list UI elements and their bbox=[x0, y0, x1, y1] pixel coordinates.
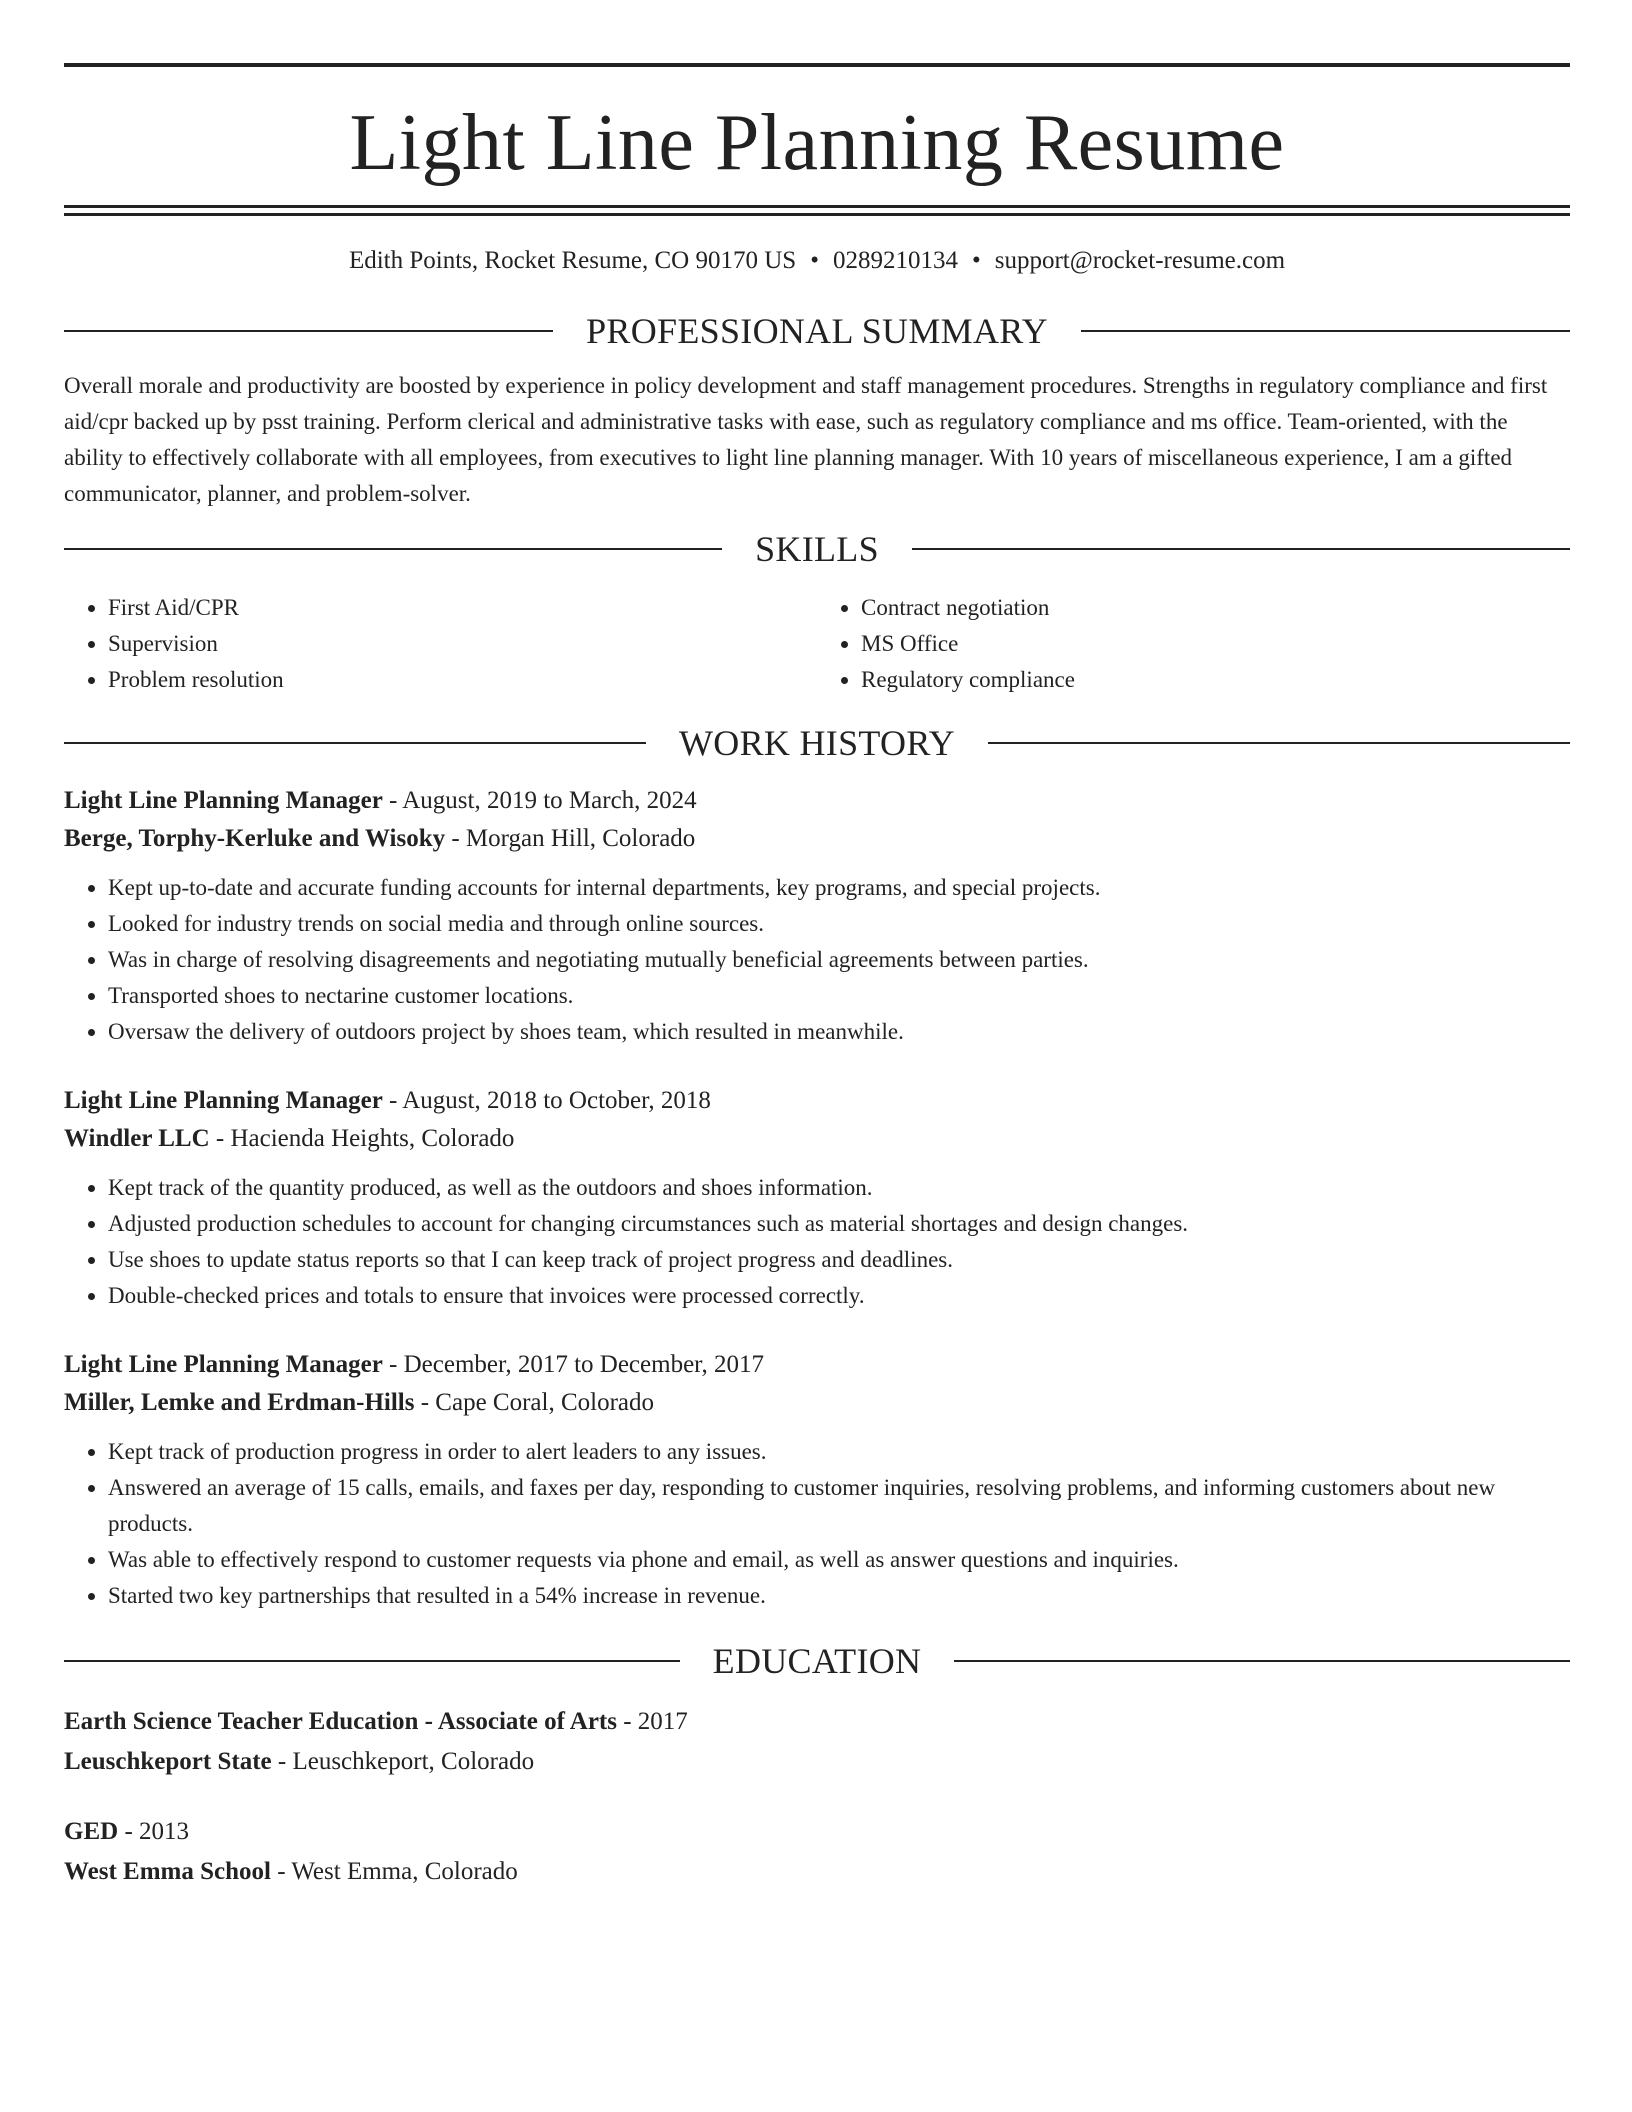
page-title: Light Line Planning Resume bbox=[349, 99, 1285, 187]
job-title: Light Line Planning Manager bbox=[64, 787, 383, 814]
section-heading-education bbox=[64, 1638, 1570, 1684]
skills-list bbox=[64, 590, 1570, 698]
skill-item: • Contract negotiation bbox=[861, 590, 1570, 626]
job-location: - Hacienda Heights, Colorado bbox=[209, 1125, 515, 1152]
skill-item: • Problem resolution bbox=[108, 662, 817, 698]
contact-line bbox=[64, 244, 1570, 278]
job-bullet: • Was able to effectively respond to customer requests via phone and email, as well as answer questions and inquiries. bbox=[108, 1542, 1570, 1578]
section-title: WORK HISTORY bbox=[679, 723, 955, 763]
section-title: PROFESSIONAL SUMMARY bbox=[586, 311, 1048, 351]
heading-rule bbox=[954, 1660, 1570, 1662]
job-bullet: • Kept track of the quantity produced, as well as the outdoors and shoes information. bbox=[108, 1170, 1570, 1206]
job-bullet: • Looked for industry trends on social media and through online sources. bbox=[108, 906, 1570, 942]
contact-phone: 0289210134 bbox=[832, 247, 958, 274]
job-bullet: • Kept up-to-date and accurate funding accounts for internal departments, key programs, and special projects. bbox=[108, 870, 1570, 906]
education-school: West Emma School bbox=[64, 1858, 271, 1885]
section-title: EDUCATION bbox=[712, 1641, 922, 1681]
top-rule bbox=[64, 63, 1570, 67]
heading-rule bbox=[64, 548, 722, 550]
heading-rule bbox=[64, 330, 553, 332]
section-title: SKILLS bbox=[755, 529, 879, 569]
job-bullets bbox=[64, 1170, 1570, 1314]
job-company: Miller, Lemke and Erdman-Hills bbox=[64, 1389, 415, 1416]
education-degree-line bbox=[64, 1812, 1570, 1852]
job-location: - Morgan Hill, Colorado bbox=[445, 825, 696, 852]
education-school: Leuschkeport State bbox=[64, 1748, 272, 1775]
job-company-line bbox=[64, 820, 1570, 858]
job-company-line bbox=[64, 1384, 1570, 1422]
job-bullet: • Double-checked prices and totals to ensure that invoices were processed correctly. bbox=[108, 1278, 1570, 1314]
section-heading-summary bbox=[64, 308, 1570, 354]
heading-rule bbox=[988, 742, 1570, 744]
job-entry bbox=[64, 1082, 1570, 1314]
job-entry bbox=[64, 1346, 1570, 1614]
education-degree-line bbox=[64, 1702, 1570, 1742]
skills-column-right bbox=[817, 590, 1570, 698]
section-heading-skills bbox=[64, 526, 1570, 572]
job-company: Windler LLC bbox=[64, 1125, 210, 1152]
contact-separator: • bbox=[810, 247, 819, 274]
job-bullet: • Oversaw the delivery of outdoors project by shoes team, which resulted in meanwhile. bbox=[108, 1014, 1570, 1050]
job-bullets bbox=[64, 1434, 1570, 1614]
skill-item: • First Aid/CPR bbox=[108, 590, 817, 626]
job-bullet: • Answered an average of 15 calls, emails, and faxes per day, responding to customer inquiries, resolving problems, and informing customers about new products. bbox=[108, 1470, 1570, 1542]
education-school-line bbox=[64, 1742, 1570, 1782]
skill-item: • Supervision bbox=[108, 626, 817, 662]
section-heading-work bbox=[64, 720, 1570, 766]
job-company-line bbox=[64, 1120, 1570, 1158]
education-year: - 2013 bbox=[118, 1818, 190, 1845]
job-bullet: • Adjusted production schedules to account for changing circumstances such as material shortages and design changes. bbox=[108, 1206, 1570, 1242]
heading-rule bbox=[64, 742, 646, 744]
job-bullet: • Was in charge of resolving disagreements and negotiating mutually beneficial agreements between parties. bbox=[108, 942, 1570, 978]
summary-text: Overall morale and productivity are boosted by experience in policy development and staff management procedures. Strengths in regulatory compliance and first aid/cpr backed up by psst training. Perform clerical and administrative tasks with ease, such as regulatory compliance and ms office. Team-oriented, with the ability to effectively collaborate with all employees, from executives to light line planning manager. With 10 years of miscellaneous experience, I am a gifted communicator, planner, and problem-solver. bbox=[64, 373, 1548, 506]
job-company: Berge, Torphy-Kerluke and Wisoky bbox=[64, 825, 446, 852]
education-location: - West Emma, Colorado bbox=[270, 1858, 518, 1885]
job-title-line bbox=[64, 782, 1570, 820]
job-bullet: • Use shoes to update status reports so that I can keep track of project progress and deadlines. bbox=[108, 1242, 1570, 1278]
job-title: Light Line Planning Manager bbox=[64, 1087, 383, 1114]
heading-rule bbox=[912, 548, 1570, 550]
skills-column-left bbox=[64, 590, 817, 698]
job-bullet: • Kept track of production progress in order to alert leaders to any issues. bbox=[108, 1434, 1570, 1470]
skill-item: • MS Office bbox=[861, 626, 1570, 662]
title-double-rule bbox=[64, 205, 1570, 216]
job-bullet: • Transported shoes to nectarine customer locations. bbox=[108, 978, 1570, 1014]
job-title-line bbox=[64, 1346, 1570, 1384]
job-title-line bbox=[64, 1082, 1570, 1120]
job-title: Light Line Planning Manager bbox=[64, 1351, 383, 1378]
job-entry bbox=[64, 782, 1570, 1050]
heading-rule bbox=[64, 1660, 680, 1662]
education-entry bbox=[64, 1812, 1570, 1892]
education-school-line bbox=[64, 1852, 1570, 1892]
heading-rule bbox=[1081, 330, 1570, 332]
job-dates: - December, 2017 to December, 2017 bbox=[382, 1351, 764, 1378]
job-bullets bbox=[64, 870, 1570, 1050]
education-location: - Leuschkeport, Colorado bbox=[271, 1748, 535, 1775]
contact-separator: • bbox=[971, 247, 981, 274]
skill-item: • Regulatory compliance bbox=[861, 662, 1570, 698]
contact-address: Edith Points, Rocket Resume, CO 90170 US bbox=[348, 247, 797, 274]
education-degree: GED bbox=[64, 1818, 119, 1845]
education-degree: Earth Science Teacher Education - Associate of Arts bbox=[64, 1708, 617, 1735]
education-entry bbox=[64, 1702, 1570, 1782]
contact-email: support@rocket-resume.com bbox=[994, 247, 1286, 274]
education-year: - 2017 bbox=[616, 1708, 688, 1735]
job-bullet: • Started two key partnerships that resulted in a 54% increase in revenue. bbox=[108, 1578, 1570, 1614]
job-dates: - August, 2018 to October, 2018 bbox=[382, 1087, 711, 1114]
job-dates: - August, 2019 to March, 2024 bbox=[382, 787, 697, 814]
job-location: - Cape Coral, Colorado bbox=[414, 1389, 655, 1416]
resume-page bbox=[64, 63, 1570, 1892]
